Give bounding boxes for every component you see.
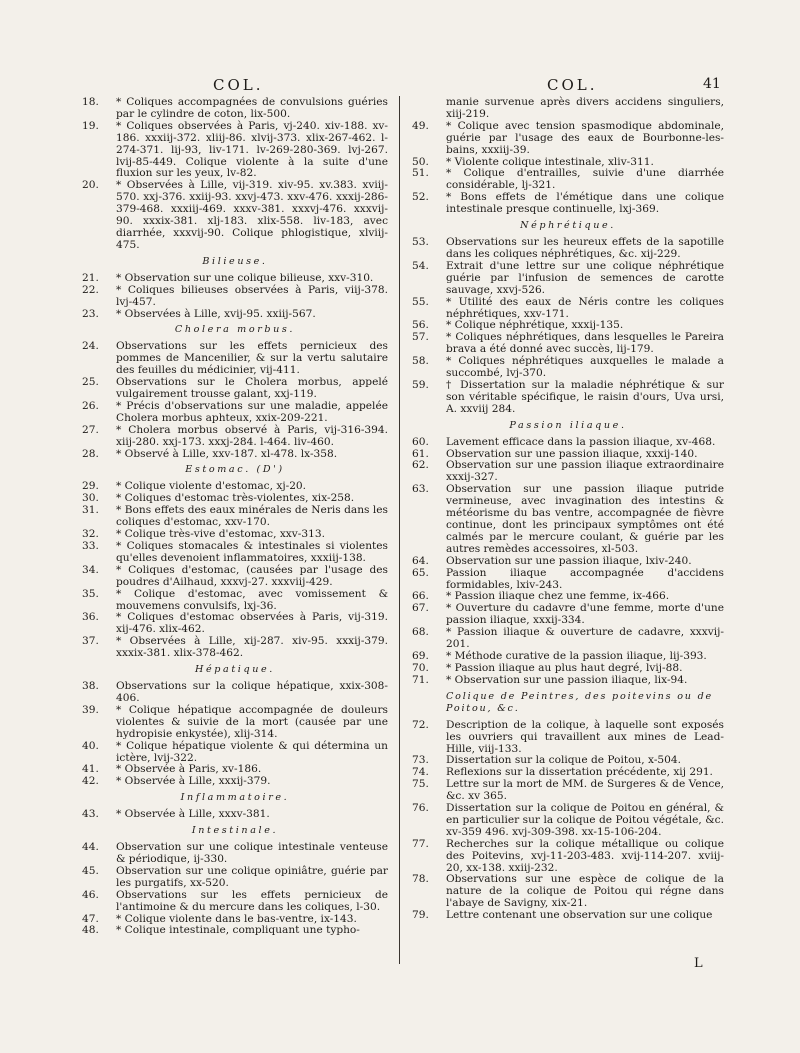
entry-number: 19. <box>82 119 99 132</box>
entry-text: * Coliques d'estomac, (causées par l'usage des poudres d'Ailhaud, xxxvj-27. xxxviij-429. <box>116 563 388 588</box>
entry-number: 18. <box>82 96 99 108</box>
entry-text: Lavement efficace dans la passion iliaque, xv-468. <box>446 435 716 448</box>
entry-text: * Colique d'estomac, avec vomissement & mouvemens convulsifs, lxj-36. <box>116 587 388 612</box>
entry-number: 37. <box>82 635 99 648</box>
entry-text: Dissertation sur la colique de Poitou en général, & en particulier sur la colique de Poitou végétale, &c. xv-359 496. xvj-309-398. xx-15-106-204. <box>446 802 724 838</box>
entry-text: * Observée à Paris, xv-186. <box>116 763 262 776</box>
index-entry <box>412 356 724 380</box>
entry-number: 68. <box>412 626 429 639</box>
entry-number: 42. <box>82 775 99 788</box>
index-entry <box>412 803 724 839</box>
entry-text: * Ouverture du cadavre d'une femme, morte d'une passion iliaque, xxxij-334. <box>446 602 724 627</box>
entry-text: * Coliques stomacales & intestinales si violentes qu'elles devenoient inflammatoires, xxxiij-138. <box>116 540 388 564</box>
entry-text: Observation sur une passion iliaque, xxxij-140. <box>446 447 698 460</box>
entry-text: * Utilité des eaux de Néris contre les coliques néphrétiques, xxv-171. <box>446 295 724 320</box>
index-entry <box>412 460 724 484</box>
entry-number: 66. <box>412 590 429 603</box>
index-entry <box>82 890 388 914</box>
entry-text: * Passion iliaque & ouverture de cadavre, xxxvij-201. <box>446 626 724 651</box>
entry-number: 54. <box>412 259 429 272</box>
signature-mark: L <box>694 956 703 971</box>
section-heading: Néphrétique. <box>520 220 616 232</box>
entry-number: 20. <box>82 179 99 192</box>
entry-number: 63. <box>412 483 429 496</box>
entry-number: 39. <box>82 703 99 716</box>
entry-text: * Observée à Lille, xxxij-379. <box>116 775 271 788</box>
index-entry <box>412 97 724 121</box>
index-entry <box>82 97 388 121</box>
entry-text: Lettre contenant une observation sur une colique <box>446 909 713 922</box>
section-heading: Colique de Peintres, des poitevins ou de Poitou, &c. <box>446 690 714 714</box>
section-heading: Intestinale. <box>191 825 279 837</box>
entry-text: Extrait d'une lettre sur une colique néphrétique guérie par l'infusion de semences de carotte sauvage, xxvj-526. <box>446 259 724 296</box>
entry-number: 29. <box>82 480 99 493</box>
entry-text: * Observé à Lille, xxv-187. xl-478. lx-358. <box>116 447 338 460</box>
entry-number: 49. <box>412 119 429 132</box>
entry-text: * Colique avec tension spasmodique abdominale, guérie par l'usage des eaux de Bourbonne-les-bains, xxxiij-39. <box>446 119 724 156</box>
entry-text: Observation sur une passion iliaque putride vermineuse, avec invagination des intestins & météorisme du bas ventre, accompagnée de fièvre continue, dont les principaux symptômes ont été calmés par le mercure coulant, & guérie par les autres remèdes accessoires, xl-503. <box>446 483 724 555</box>
entry-number: 51. <box>412 167 429 180</box>
entry-text: Observation sur une colique intestinale venteuse & périodique, ij-330. <box>116 841 388 866</box>
index-entry <box>412 168 724 192</box>
entry-number: 48. <box>82 924 99 937</box>
entry-number: 47. <box>82 912 99 925</box>
section-heading: Bilieuse. <box>202 255 268 267</box>
index-entry <box>412 839 724 875</box>
entry-text: * Observée à Lille, xxxv-381. <box>116 808 270 821</box>
entry-text: * Coliques d'estomac très-violentes, xix-258. <box>116 492 355 505</box>
entry-text: Passion iliaque accompagnée d'accidens formidables, lxiv-243. <box>446 566 724 591</box>
entry-number: 72. <box>412 718 429 731</box>
entry-number: 25. <box>82 376 99 389</box>
entry-number: 23. <box>82 307 99 320</box>
entry-number: 64. <box>412 554 429 567</box>
index-entry <box>82 776 388 788</box>
entry-number: 53. <box>412 236 429 249</box>
running-header-right: COL. <box>547 76 598 94</box>
index-entry <box>82 180 388 251</box>
entry-number: 75. <box>412 778 429 791</box>
entry-number: 45. <box>82 864 99 877</box>
entry-text: * Colique néphrétique, xxxij-135. <box>446 319 624 332</box>
entry-text: * Colique d'entrailles, suivie d'une diarrhée considérable, lj-321. <box>446 167 724 192</box>
entry-text: Observations sur le Cholera morbus, appelé vulgairement trousse galant, xxj-119. <box>116 376 388 401</box>
index-entry <box>82 425 388 449</box>
entry-text: Recherches sur la colique métallique ou colique des Poitevins, xvj-11-203-483. xvij-114-207. xviij-20, xx-138. xxiij-232. <box>446 837 724 874</box>
index-entry <box>82 341 388 377</box>
index-entry <box>82 449 388 461</box>
entry-number: 21. <box>82 271 99 284</box>
index-entry <box>412 627 724 651</box>
index-entry <box>82 925 388 937</box>
index-entry <box>412 910 724 922</box>
entry-number: 55. <box>412 295 429 308</box>
index-entry <box>412 568 724 592</box>
entry-number: 73. <box>412 754 429 767</box>
entry-number: 52. <box>412 191 429 204</box>
entry-number: 70. <box>412 661 429 674</box>
entry-text: * Colique violente dans le bas-ventre, ix-143. <box>116 912 357 925</box>
index-entry <box>82 741 388 765</box>
entry-text: Observation sur une colique opiniâtre, guérie par les purgatifs, xx-520. <box>116 864 388 889</box>
section-heading: Hépatique. <box>195 664 275 676</box>
entry-number: 44. <box>82 841 99 854</box>
entry-text: * Observées à Lille, xij-287. xiv-95. xxxij-379. xxxix-381. xlix-378-462. <box>116 635 388 660</box>
entry-number: 46. <box>82 888 99 901</box>
entry-text: * Observation sur une colique bilieuse, xxv-310. <box>116 271 374 284</box>
entry-text: * Méthode curative de la passion iliaque, lij-393. <box>446 649 707 662</box>
index-entry <box>412 380 724 416</box>
index-entry <box>82 401 388 425</box>
entry-text: * Bons effets de l'émétique dans une colique intestinale presque continuelle, lxj-369. <box>446 191 724 216</box>
entry-number: 28. <box>82 447 99 460</box>
index-entry <box>412 261 724 297</box>
entry-text: * Coliques néphrétiques auxquelles le malade a succombé, lvj-370. <box>446 355 724 380</box>
entry-text: * Colique hépatique accompagnée de douleurs violentes & suivie de la mort (causée par une hydropisie enkystée), xlij-314. <box>116 703 388 740</box>
index-entry <box>412 720 724 756</box>
entry-number: 38. <box>82 680 99 693</box>
entry-number: 76. <box>412 802 429 815</box>
entry-text: * Colique intestinale, compliquant une typho- <box>116 924 360 937</box>
entry-text: Observations sur les effets pernicieux des pommes de Mancenilier, & sur la vertu salutaire des feuilles du médicinier, vij-411. <box>116 340 388 377</box>
entry-text: * Passion iliaque chez une femme, ix-466. <box>446 590 670 603</box>
entry-number: 22. <box>82 283 99 296</box>
entry-text: * Violente colique intestinale, xliv-311. <box>446 155 654 168</box>
entry-text: * Observation sur une passion iliaque, lix-94. <box>446 673 688 686</box>
entry-number: 57. <box>412 331 429 344</box>
index-entry <box>412 237 724 261</box>
entry-number: 59. <box>412 378 429 391</box>
entry-text: Observation sur une passion iliaque, lxiv-240. <box>446 554 692 567</box>
index-entry <box>82 541 388 565</box>
index-entry <box>82 842 388 866</box>
entry-number: 32. <box>82 528 99 541</box>
entry-text: * Colique très-vive d'estomac, xxv-313. <box>116 528 325 541</box>
entry-number: 30. <box>82 492 99 505</box>
entry-number: 31. <box>82 504 99 517</box>
entry-text: Observations sur les effets pernicieux de l'antimoine & du mercure dans les coliques, l-30. <box>116 888 388 913</box>
entry-text: * Passion iliaque au plus haut degré, lvij-88. <box>446 661 683 674</box>
index-entry <box>412 675 724 687</box>
entry-text: Observations sur la colique hépatique, xxix-308-406. <box>116 680 388 704</box>
entry-number: 35. <box>82 587 99 600</box>
entry-text: * Cholera morbus observé à Paris, vij-316-394. xiij-280. xxj-173. xxxj-284. l-464. liv-460. <box>116 423 388 448</box>
entry-text: * Observées à Lille, vij-319. xiv-95. xv.383. xviij-570. xxj-376. xxiij-93. xxvj-473. xxv-476. xxxij-286-379-468. xxxiij-469. xxxv-381. xxxvj-476. xxxvij-90. xxxix-381. xlj-183. xlix-558. liv-183, avec diarrhée, xxxvij-90. Colique phlogistique, xlviij-475. <box>116 179 388 251</box>
entry-number: 65. <box>412 566 429 579</box>
index-entry <box>412 332 724 356</box>
entry-text: Observations sur une espèce de colique de la nature de la colique de Poitou qui régne dans l'abaye de Savigny, xix-21. <box>446 873 724 910</box>
running-header-left: COL. <box>213 76 264 94</box>
index-entry <box>82 505 388 529</box>
right-column <box>412 97 724 922</box>
index-entry <box>82 809 388 821</box>
entry-number: 69. <box>412 649 429 662</box>
entry-number: 43. <box>82 808 99 821</box>
entry-text: * Coliques néphrétiques, dans lesquelles le Pareira brava a été donné avec succès, lij-179. <box>446 331 724 356</box>
entry-number: 71. <box>412 673 429 686</box>
entry-text: Reflexions sur la dissertation précédente, xij 291. <box>446 766 713 779</box>
section-heading: Estomac. (D') <box>185 464 285 476</box>
index-entry <box>82 377 388 401</box>
index-entry <box>82 866 388 890</box>
section-heading: Cholera morbus. <box>174 324 296 336</box>
entry-number: 34. <box>82 563 99 576</box>
entry-number: 24. <box>82 340 99 353</box>
entry-text: * Coliques accompagnées de convulsions guéries par le cylindre de coton, lix-500. <box>116 96 388 120</box>
index-entry <box>82 589 388 613</box>
page-number: 41 <box>703 76 721 92</box>
entry-number: 62. <box>412 459 429 472</box>
index-entry <box>412 874 724 910</box>
entry-text: manie survenue après divers accidens singuliers, xiij-219. <box>446 96 724 120</box>
index-entry <box>82 121 388 181</box>
index-entry <box>412 121 724 157</box>
index-entry <box>82 612 388 636</box>
entry-text: Observations sur les heureux effets de la sapotille dans les coliques néphrétiques, &c. xij-229. <box>446 236 724 260</box>
entry-text: * Coliques bilieuses observées à Paris, viij-378. lvj-457. <box>116 283 388 308</box>
entry-text: * Coliques d'estomac observées à Paris, vij-319. xij-476. xlix-462. <box>116 611 388 636</box>
entry-text: Observation sur une passion iliaque extraordinaire xxxij-327. <box>446 459 724 484</box>
entry-text: * Colique violente d'estomac, xj-20. <box>116 480 307 493</box>
entry-number: 40. <box>82 739 99 752</box>
entry-text: * Colique hépatique violente & qui détermina un ictère, lvij-322. <box>116 739 388 764</box>
index-entry <box>82 309 388 321</box>
index-entry <box>412 297 724 321</box>
column-divider <box>399 96 400 964</box>
entry-number: 77. <box>412 837 429 850</box>
entry-number: 33. <box>82 540 99 552</box>
entry-number: 60. <box>412 435 429 448</box>
entry-text: † Dissertation sur la maladie néphrétique & sur son véritable spécifique, le raisin d'ours, Uva ursi, A. xxviij 284. <box>446 378 724 415</box>
index-entry <box>412 603 724 627</box>
entry-number: 58. <box>412 355 429 368</box>
entry-number: 50. <box>412 155 429 168</box>
index-entry <box>412 779 724 803</box>
entry-text: Dissertation sur la colique de Poitou, x-504. <box>446 754 681 767</box>
entry-number: 67. <box>412 602 429 615</box>
entry-text: * Coliques observées à Paris, vj-240. xiv-188. xv-186. xxxiij-372. xliij-86. xlvij-373. xlix-267-462. l-274-371. lij-93, liv-171. lv-269-280-369. lvj-267. lvij-85-449. Colique violente à la suite d'une fluxion sur les yeux, lv-82. <box>116 119 388 180</box>
entry-number: 78. <box>412 873 429 886</box>
entry-number: 56. <box>412 319 429 332</box>
index-entry <box>412 192 724 216</box>
entry-number: 36. <box>82 611 99 624</box>
index-entry <box>82 636 388 660</box>
index-entry <box>412 484 724 555</box>
left-column <box>82 97 388 937</box>
entry-text: * Observées à Lille, xvij-95. xxiij-567. <box>116 307 316 320</box>
entry-number: 74. <box>412 766 429 779</box>
index-entry <box>82 705 388 741</box>
entry-text: Lettre sur la mort de MM. de Surgeres & de Vence, &c. xv 365. <box>446 778 724 803</box>
section-heading: Passion iliaque. <box>509 419 627 431</box>
entry-number: 41. <box>82 763 99 776</box>
entry-number: 61. <box>412 447 429 460</box>
entry-text: Description de la colique, à laquelle sont exposés les ouvriers qui travaillent aux mines de Lead-Hille, viij-133. <box>446 718 724 755</box>
entry-number: 26. <box>82 399 99 412</box>
index-entry <box>82 285 388 309</box>
entry-number: 27. <box>82 423 99 436</box>
index-entry <box>82 565 388 589</box>
section-heading: Inflammatoire. <box>180 792 290 804</box>
entry-text: * Bons effets des eaux minérales de Neris dans les coliques d'estomac, xxv-170. <box>116 504 388 529</box>
entry-text: * Précis d'observations sur une maladie, appelée Cholera morbus aphteux, xxix-209-221. <box>116 399 388 424</box>
index-entry <box>82 681 388 705</box>
entry-number: 79. <box>412 909 429 922</box>
